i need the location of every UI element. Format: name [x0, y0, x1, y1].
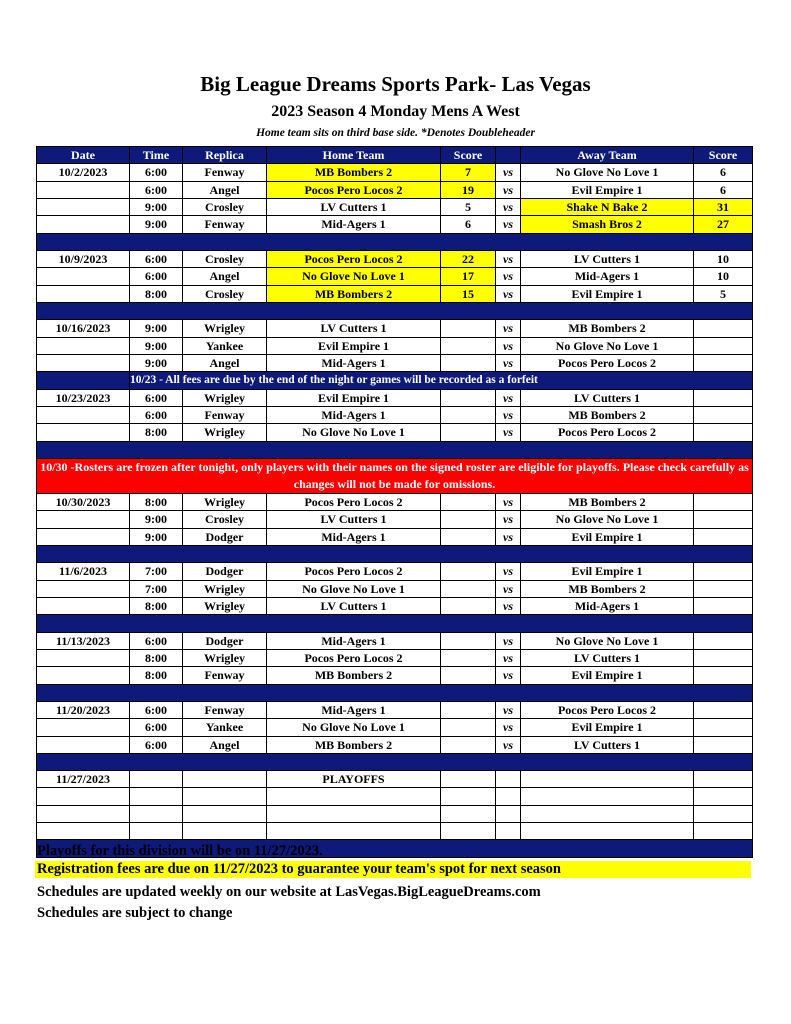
playoffs-label: PLAYOFFS: [267, 771, 441, 788]
vs-label: vs: [496, 354, 521, 371]
vs-label: vs: [496, 493, 521, 510]
game-row: [37, 424, 753, 441]
game-field: Yankee: [183, 719, 267, 736]
away-team: MB Bombers 2: [521, 320, 694, 337]
home-score: [441, 320, 496, 337]
week-separator-row: [37, 684, 753, 701]
home-score: [441, 580, 496, 597]
col-header-vs: [496, 147, 521, 164]
game-date: [37, 528, 130, 545]
game-time: 9:00: [130, 528, 183, 545]
blank-cell: [441, 788, 496, 805]
home-score: [441, 406, 496, 423]
vs-label: vs: [496, 667, 521, 684]
away-score: [694, 354, 753, 371]
home-score: 17: [441, 268, 496, 285]
game-date: 11/13/2023: [37, 632, 130, 649]
page-subtitle: 2023 Season 4 Monday Mens A West: [271, 103, 520, 120]
vs-label: vs: [496, 164, 521, 181]
away-score: [694, 563, 753, 580]
home-score: [441, 493, 496, 510]
blank-cell: [267, 805, 441, 822]
home-team: Mid-Agers 1: [267, 406, 441, 423]
away-team: LV Cutters 1: [521, 736, 694, 753]
game-field: Crosley: [183, 285, 267, 302]
home-team: LV Cutters 1: [267, 597, 441, 614]
game-date: 10/2/2023: [37, 164, 130, 181]
blank-cell: [694, 823, 753, 840]
separator-cell: [37, 545, 753, 562]
away-score: [694, 406, 753, 423]
home-team: Pocos Pero Locos 2: [267, 181, 441, 198]
home-team: Pocos Pero Locos 2: [267, 563, 441, 580]
home-team: LV Cutters 1: [267, 320, 441, 337]
playoff-row: [37, 771, 753, 788]
away-team: MB Bombers 2: [521, 580, 694, 597]
game-date: [37, 649, 130, 666]
away-score: [694, 667, 753, 684]
col-header-away-team: Away Team: [521, 147, 694, 164]
game-date: [37, 719, 130, 736]
notice-row: [37, 372, 753, 389]
vs-label: vs: [496, 285, 521, 302]
away-team: No Glove No Love 1: [521, 632, 694, 649]
game-row: [37, 164, 753, 181]
week-separator-row: [37, 441, 753, 458]
game-row: [37, 528, 753, 545]
away-score: [694, 580, 753, 597]
home-score: [441, 563, 496, 580]
game-date: [37, 580, 130, 597]
away-score: 31: [694, 198, 753, 215]
game-field: Fenway: [183, 164, 267, 181]
game-row: [37, 216, 753, 233]
vs-label: vs: [496, 216, 521, 233]
away-team: [521, 771, 694, 788]
home-score: 22: [441, 250, 496, 267]
game-time: 6:00: [130, 701, 183, 718]
game-date: [37, 406, 130, 423]
game-time: 6:00: [130, 268, 183, 285]
game-date: 11/6/2023: [37, 563, 130, 580]
col-header-time: Time: [130, 147, 183, 164]
home-team: Mid-Agers 1: [267, 632, 441, 649]
away-score: [694, 736, 753, 753]
game-field: Fenway: [183, 406, 267, 423]
change-note: Schedules are subject to change: [37, 905, 233, 921]
game-row: [37, 736, 753, 753]
game-field: Wrigley: [183, 424, 267, 441]
game-row: [37, 701, 753, 718]
blank-row: [37, 805, 753, 822]
game-row: [37, 320, 753, 337]
game-row: [37, 597, 753, 614]
game-date: 10/30/2023: [37, 493, 130, 510]
vs-label: vs: [496, 632, 521, 649]
away-team: LV Cutters 1: [521, 649, 694, 666]
home-score: [441, 597, 496, 614]
home-score: [441, 736, 496, 753]
game-time: 9:00: [130, 320, 183, 337]
away-score: 6: [694, 164, 753, 181]
game-date: [37, 736, 130, 753]
game-field: Dodger: [183, 632, 267, 649]
vs-label: vs: [496, 389, 521, 406]
away-score: [694, 597, 753, 614]
game-date: [37, 354, 130, 371]
away-score: 5: [694, 285, 753, 302]
away-team: No Glove No Love 1: [521, 337, 694, 354]
away-team: LV Cutters 1: [521, 250, 694, 267]
home-score: 5: [441, 198, 496, 215]
away-score: [694, 719, 753, 736]
separator-cell: [37, 753, 753, 770]
away-score: [694, 337, 753, 354]
game-field: Fenway: [183, 701, 267, 718]
vs-cell: [496, 771, 521, 788]
home-team: MB Bombers 2: [267, 736, 441, 753]
blank-cell: [694, 788, 753, 805]
vs-label: vs: [496, 736, 521, 753]
blank-cell: [130, 805, 183, 822]
home-score: [441, 719, 496, 736]
game-field: Wrigley: [183, 649, 267, 666]
separator-cell: [37, 233, 753, 250]
game-row: [37, 354, 753, 371]
game-time: 8:00: [130, 493, 183, 510]
game-time: 9:00: [130, 354, 183, 371]
game-field: Crosley: [183, 511, 267, 528]
game-time: 6:00: [130, 181, 183, 198]
page-title: Big League Dreams Sports Park- Las Vegas: [200, 72, 591, 96]
blank-cell: [441, 823, 496, 840]
away-team: MB Bombers 2: [521, 493, 694, 510]
away-score: [694, 632, 753, 649]
blank-cell: [267, 788, 441, 805]
game-field: Crosley: [183, 250, 267, 267]
alert-row: [37, 458, 753, 493]
blank-cell: [521, 805, 694, 822]
game-time: 8:00: [130, 597, 183, 614]
game-time: 8:00: [130, 667, 183, 684]
blank-cell: [183, 823, 267, 840]
week-separator-row: [37, 753, 753, 770]
col-header-date: Date: [37, 147, 130, 164]
away-team: No Glove No Love 1: [521, 511, 694, 528]
game-field: Angel: [183, 268, 267, 285]
week-separator-row: [37, 233, 753, 250]
game-date: [37, 216, 130, 233]
game-field: Yankee: [183, 337, 267, 354]
separator-cell: [37, 302, 753, 319]
game-date: [37, 181, 130, 198]
blank-cell: [37, 823, 130, 840]
away-score: [694, 771, 753, 788]
away-team: Evil Empire 1: [521, 285, 694, 302]
game-time: [130, 771, 183, 788]
game-row: [37, 285, 753, 302]
game-row: [37, 719, 753, 736]
game-row: [37, 649, 753, 666]
game-field: Dodger: [183, 528, 267, 545]
game-row: [37, 563, 753, 580]
home-score: [441, 354, 496, 371]
vs-label: vs: [496, 528, 521, 545]
game-date: 10/9/2023: [37, 250, 130, 267]
game-row: [37, 250, 753, 267]
away-score: [694, 511, 753, 528]
game-field: Angel: [183, 354, 267, 371]
home-score: [441, 389, 496, 406]
blank-cell: [183, 805, 267, 822]
home-team: Pocos Pero Locos 2: [267, 649, 441, 666]
blank-cell: [130, 788, 183, 805]
game-field: Wrigley: [183, 320, 267, 337]
notice-spacer: [37, 372, 130, 389]
game-date: [37, 667, 130, 684]
home-team: Evil Empire 1: [267, 337, 441, 354]
home-score: [441, 528, 496, 545]
away-team: LV Cutters 1: [521, 389, 694, 406]
website-note: Schedules are updated weekly on our website at LasVegas.BigLeagueDreams.com: [37, 884, 541, 900]
game-time: 9:00: [130, 198, 183, 215]
game-date: [37, 198, 130, 215]
home-team: LV Cutters 1: [267, 511, 441, 528]
game-time: 6:00: [130, 164, 183, 181]
away-score: [694, 493, 753, 510]
away-team: Evil Empire 1: [521, 667, 694, 684]
game-date: [37, 268, 130, 285]
game-time: 6:00: [130, 719, 183, 736]
game-field: Wrigley: [183, 493, 267, 510]
game-row: [37, 667, 753, 684]
week-separator-row: [37, 615, 753, 632]
game-date: 10/16/2023: [37, 320, 130, 337]
game-time: 7:00: [130, 580, 183, 597]
home-score: 19: [441, 181, 496, 198]
blank-row: [37, 788, 753, 805]
game-row: [37, 181, 753, 198]
blank-cell: [183, 788, 267, 805]
game-field: [183, 771, 267, 788]
game-field: Wrigley: [183, 389, 267, 406]
game-row: [37, 389, 753, 406]
away-score: [694, 701, 753, 718]
game-time: 8:00: [130, 649, 183, 666]
away-team: MB Bombers 2: [521, 406, 694, 423]
home-team: Mid-Agers 1: [267, 701, 441, 718]
game-field: Dodger: [183, 563, 267, 580]
schedule-table: [36, 146, 753, 858]
playoffs-note: Playoffs for this division will be on 11/27/2023.: [37, 843, 323, 859]
home-team: No Glove No Love 1: [267, 580, 441, 597]
col-header-replica: Replica: [183, 147, 267, 164]
away-score: 10: [694, 268, 753, 285]
away-score: [694, 320, 753, 337]
game-date: [37, 424, 130, 441]
home-score: [441, 424, 496, 441]
game-row: [37, 406, 753, 423]
blank-cell: [496, 805, 521, 822]
home-team: Mid-Agers 1: [267, 354, 441, 371]
game-date: 11/27/2023: [37, 771, 130, 788]
vs-label: vs: [496, 719, 521, 736]
blank-cell: [37, 805, 130, 822]
game-time: 6:00: [130, 389, 183, 406]
registration-note: Registration fees are due on 11/27/2023 to guarantee your team's spot for next season: [35, 861, 751, 878]
away-team: Mid-Agers 1: [521, 268, 694, 285]
away-score: 27: [694, 216, 753, 233]
away-score: [694, 528, 753, 545]
vs-label: vs: [496, 406, 521, 423]
blank-cell: [37, 788, 130, 805]
home-score: [441, 511, 496, 528]
game-field: Fenway: [183, 216, 267, 233]
separator-cell: [37, 684, 753, 701]
away-team: Pocos Pero Locos 2: [521, 701, 694, 718]
vs-label: vs: [496, 198, 521, 215]
game-row: [37, 337, 753, 354]
game-row: [37, 198, 753, 215]
blank-cell: [521, 788, 694, 805]
schedule-body: [37, 164, 753, 857]
game-time: 8:00: [130, 424, 183, 441]
away-team: Pocos Pero Locos 2: [521, 354, 694, 371]
game-row: [37, 268, 753, 285]
vs-label: vs: [496, 337, 521, 354]
game-row: [37, 511, 753, 528]
home-score: 6: [441, 216, 496, 233]
game-time: 9:00: [130, 511, 183, 528]
vs-label: vs: [496, 181, 521, 198]
blank-cell: [267, 823, 441, 840]
game-date: [37, 597, 130, 614]
away-team: Shake N Bake 2: [521, 198, 694, 215]
fee-notice-text: 10/23 - All fees are due by the end of the night or games will be recorded as a forfeit: [130, 372, 753, 389]
home-team: MB Bombers 2: [267, 285, 441, 302]
game-time: 6:00: [130, 406, 183, 423]
blank-cell: [521, 823, 694, 840]
game-field: Angel: [183, 181, 267, 198]
home-score: [441, 337, 496, 354]
game-time: 6:00: [130, 736, 183, 753]
blank-cell: [130, 823, 183, 840]
game-date: 10/23/2023: [37, 389, 130, 406]
vs-label: vs: [496, 649, 521, 666]
vs-label: vs: [496, 320, 521, 337]
vs-label: vs: [496, 250, 521, 267]
blank-cell: [496, 823, 521, 840]
table-header-row: [37, 147, 753, 164]
away-team: Pocos Pero Locos 2: [521, 424, 694, 441]
home-score: [441, 667, 496, 684]
game-field: Wrigley: [183, 597, 267, 614]
away-team: Evil Empire 1: [521, 181, 694, 198]
away-score: 10: [694, 250, 753, 267]
home-team: LV Cutters 1: [267, 198, 441, 215]
game-time: 7:00: [130, 563, 183, 580]
blank-cell: [496, 788, 521, 805]
away-team: Evil Empire 1: [521, 528, 694, 545]
home-score: [441, 771, 496, 788]
col-header-home-score: Score: [441, 147, 496, 164]
vs-label: vs: [496, 268, 521, 285]
blank-row: [37, 823, 753, 840]
home-score: [441, 649, 496, 666]
game-row: [37, 493, 753, 510]
game-time: 9:00: [130, 216, 183, 233]
home-team: Pocos Pero Locos 2: [267, 250, 441, 267]
home-team: No Glove No Love 1: [267, 719, 441, 736]
away-score: 6: [694, 181, 753, 198]
away-team: Evil Empire 1: [521, 563, 694, 580]
col-header-home-team: Home Team: [267, 147, 441, 164]
col-header-away-score: Score: [694, 147, 753, 164]
home-team: Mid-Agers 1: [267, 216, 441, 233]
blank-cell: [441, 805, 496, 822]
game-row: [37, 632, 753, 649]
away-team: Evil Empire 1: [521, 719, 694, 736]
vs-label: vs: [496, 563, 521, 580]
blank-cell: [694, 805, 753, 822]
game-row: [37, 580, 753, 597]
home-score: 7: [441, 164, 496, 181]
week-separator-row: [37, 302, 753, 319]
game-time: 6:00: [130, 250, 183, 267]
home-team: MB Bombers 2: [267, 164, 441, 181]
game-time: 6:00: [130, 632, 183, 649]
away-team: Smash Bros 2: [521, 216, 694, 233]
away-score: [694, 424, 753, 441]
away-score: [694, 389, 753, 406]
separator-cell: [37, 441, 753, 458]
vs-label: vs: [496, 701, 521, 718]
vs-label: vs: [496, 511, 521, 528]
game-field: Angel: [183, 736, 267, 753]
home-team: Evil Empire 1: [267, 389, 441, 406]
game-date: [37, 337, 130, 354]
home-team: No Glove No Love 1: [267, 424, 441, 441]
game-date: [37, 285, 130, 302]
game-field: Crosley: [183, 198, 267, 215]
roster-alert-text: 10/30 -Rosters are frozen after tonight, only players with their names on the signed roster are eligible for playoffs. Please check carefully as changes will not be made for omissions.: [37, 458, 753, 493]
away-team: No Glove No Love 1: [521, 164, 694, 181]
vs-label: vs: [496, 424, 521, 441]
home-team: No Glove No Love 1: [267, 268, 441, 285]
separator-cell: [37, 615, 753, 632]
home-team: MB Bombers 2: [267, 667, 441, 684]
game-field: Wrigley: [183, 580, 267, 597]
week-separator-row: [37, 545, 753, 562]
game-time: 8:00: [130, 285, 183, 302]
game-time: 9:00: [130, 337, 183, 354]
away-team: Mid-Agers 1: [521, 597, 694, 614]
home-score: [441, 632, 496, 649]
away-score: [694, 649, 753, 666]
game-date: [37, 511, 130, 528]
home-team: Mid-Agers 1: [267, 528, 441, 545]
game-field: Fenway: [183, 667, 267, 684]
game-date: 11/20/2023: [37, 701, 130, 718]
home-score: 15: [441, 285, 496, 302]
home-team: Pocos Pero Locos 2: [267, 493, 441, 510]
schedule-note: Home team sits on third base side. *Denotes Doubleheader: [256, 127, 535, 139]
vs-label: vs: [496, 580, 521, 597]
vs-label: vs: [496, 597, 521, 614]
home-score: [441, 701, 496, 718]
